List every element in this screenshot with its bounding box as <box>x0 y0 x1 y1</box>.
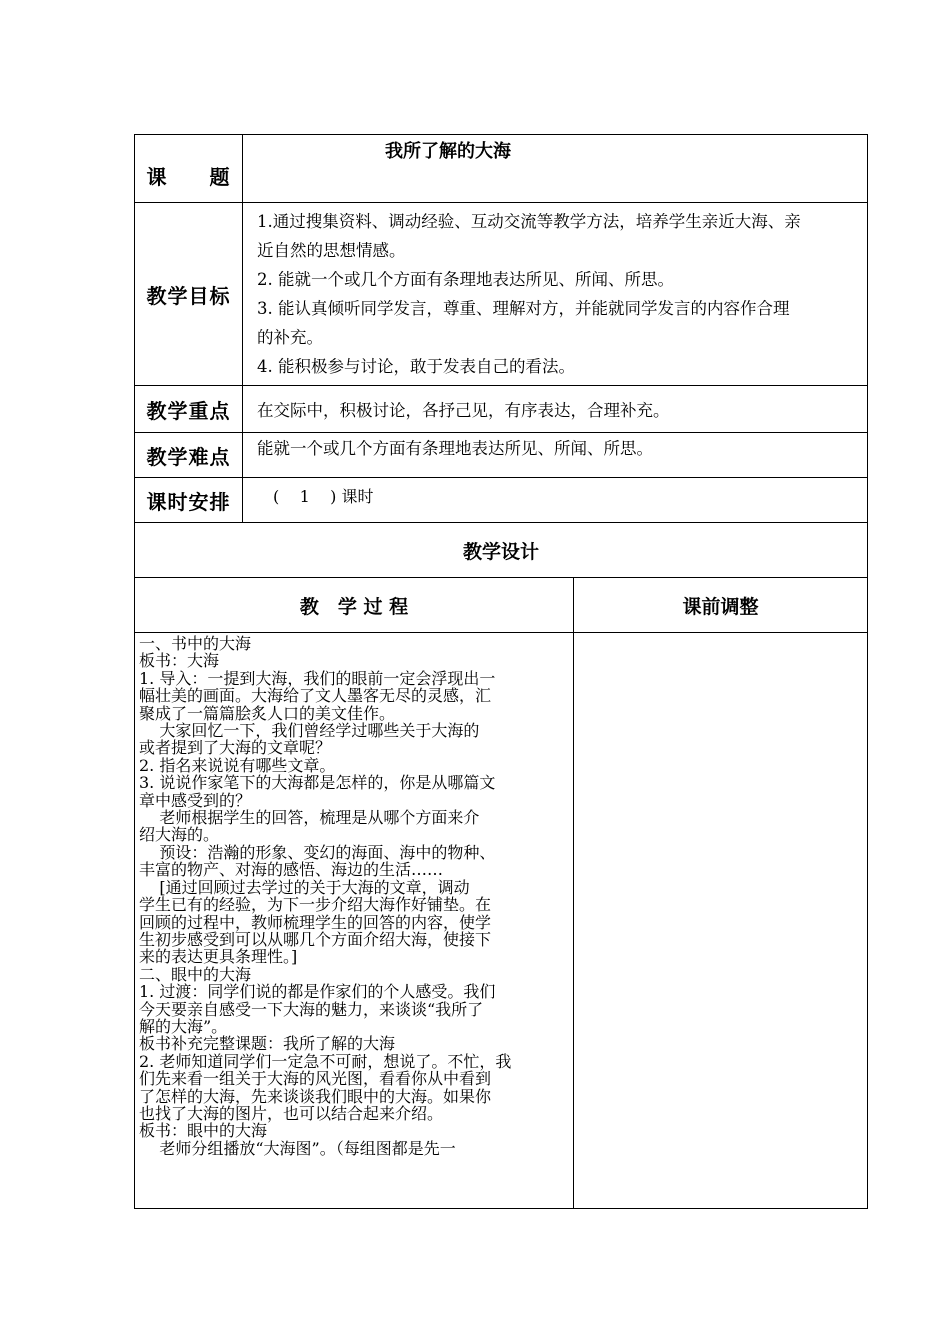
process-line: 们先来看一组关于大海的风光图，看看你从中看到 <box>139 1069 492 1089</box>
goals-label: 教学目标 <box>135 203 243 386</box>
process-line: 2. 老师知道同学们一定急不可耐，想说了。不忙，我 <box>139 1051 512 1071</box>
process-line: 章中感受到的？ <box>139 790 252 810</box>
goal-line: 2. 能就一个或几个方面有条理地表达所见、所闻、所思。 <box>257 270 674 289</box>
goals-row <box>135 203 868 386</box>
process-line: 预设：浩瀚的形象、变幻的海面、海中的物种、 <box>139 842 496 862</box>
goal-line: 近自然的思想情感。 <box>257 241 406 260</box>
process-line: 了怎样的大海，先来谈谈我们眼中的大海。如果你 <box>139 1086 492 1106</box>
process-line: 1. 导入：一提到大海，我们的眼前一定会浮现出一 <box>139 668 496 688</box>
process-line: 也找了大海的图片，也可以结合起来介绍。 <box>139 1103 444 1123</box>
lesson-plan-table <box>134 134 868 1209</box>
process-line: 丰富的物产、对海的感悟、海边的生活…… <box>139 860 444 880</box>
adjust-column-header: 课前调整 <box>574 578 868 633</box>
process-column-header: 教 学 过 程 <box>135 578 574 633</box>
key-points-row <box>135 386 868 433</box>
goal-line: 4. 能积极参与讨论，敢于发表自己的看法。 <box>257 357 575 376</box>
process-line: 回顾的过程中，教师梳理学生的回答的内容，使学 <box>139 912 492 932</box>
process-line: 绍大海的。 <box>139 825 220 845</box>
difficulties-row <box>135 433 868 478</box>
column-header-row <box>135 578 868 633</box>
process-line: 老师根据学生的回答，梳理是从哪个方面来介 <box>139 808 480 828</box>
goal-line: 的补充。 <box>257 328 323 347</box>
schedule-row <box>135 478 868 523</box>
process-row <box>135 633 868 1209</box>
process-line: 板书：眼中的大海 <box>139 1121 268 1141</box>
process-line: 今天要亲自感受一下大海的魅力，来谈谈“我所了 <box>139 999 484 1019</box>
process-line: 3. 说说作家笔下的大海都是怎样的，你是从哪篇文 <box>139 773 496 793</box>
process-line: 学生已有的经验，为下一步介绍大海作好铺垫。在 <box>139 895 492 915</box>
goal-line: 3. 能认真倾听同学发言，尊重、理解对方，并能就同学发言的内容作合理 <box>257 299 790 318</box>
process-line: 或者提到了大海的文章呢？ <box>139 738 332 758</box>
process-line: 二、眼中的大海 <box>139 964 252 984</box>
process-line: 幅壮美的画面。大海给了文人墨客无尽的灵感，汇 <box>139 686 492 706</box>
process-line: 老师分组播放“大海图”。（每组图都是先一 <box>139 1138 456 1158</box>
process-line: 1. 过渡：同学们说的都是作家们的个人感受。我们 <box>139 982 496 1002</box>
key-points-label: 教学重点 <box>135 386 243 433</box>
goal-line: 1.通过搜集资料、调动经验、互动交流等教学方法，培养学生亲近大海、亲 <box>257 212 801 231</box>
process-line: 板书补充完整课题：我所了解的大海 <box>139 1034 396 1054</box>
process-line: 大家回忆一下，我们曾经学过哪些关于大海的 <box>139 721 480 741</box>
process-line: 解的大海”。 <box>139 1016 228 1036</box>
schedule-label: 课时安排 <box>135 478 243 523</box>
process-line: 来的表达更具条理性。] <box>139 947 298 967</box>
difficulties-value: 能就一个或几个方面有条理地表达所见、所闻、所思。 <box>243 433 868 478</box>
design-heading: 教学设计 <box>135 523 868 578</box>
schedule-value: ( 1 ) 课时 <box>243 478 868 523</box>
process-line: 一、书中的大海 <box>139 634 252 653</box>
process-line: 2. 指名来说说有哪些文章。 <box>139 755 336 775</box>
process-line: 聚成了一篇篇脍炙人口的美文佳作。 <box>139 703 396 723</box>
design-heading-row <box>135 523 868 578</box>
topic-row <box>135 135 868 203</box>
goals-list <box>243 203 868 386</box>
adjust-content <box>574 633 868 1209</box>
process-content <box>135 633 574 1209</box>
process-line: 板书：大海 <box>139 651 220 671</box>
difficulties-label: 教学难点 <box>135 433 243 478</box>
key-points-value: 在交际中，积极讨论，各抒己见，有序表达，合理补充。 <box>243 386 868 433</box>
topic-label: 课 题 <box>135 135 243 203</box>
process-line: 生初步感受到可以从哪几个方面介绍大海，使接下 <box>139 929 492 949</box>
process-line: [通过回顾过去学过的关于大海的文章，调动 <box>139 877 470 897</box>
topic-title: 我所了解的大海 <box>385 141 511 162</box>
